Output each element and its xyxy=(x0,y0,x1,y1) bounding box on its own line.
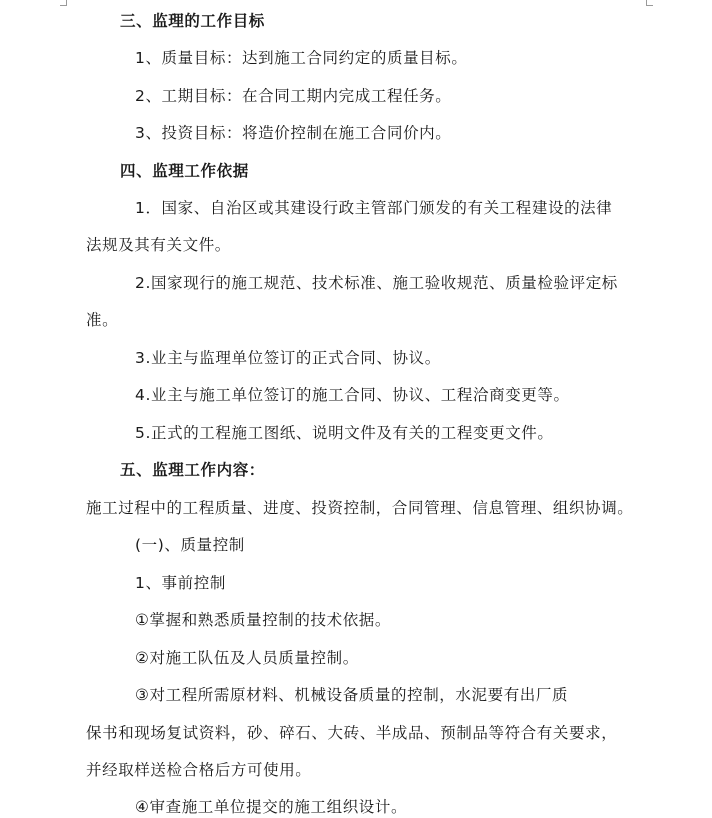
control-item-3-line-1: ③对工程所需原材料、机械设备质量的控制，水泥要有出厂质 xyxy=(135,686,569,704)
control-item-1: ①掌握和熟悉质量控制的技术依据。 xyxy=(135,611,391,629)
basis-item-4: 4.业主与施工单位签订的施工合同、协议、工程洽商变更等。 xyxy=(135,386,570,404)
basis-item-1-line-2: 法规及其有关文件。 xyxy=(86,236,231,254)
basis-item-2-line-2: 准。 xyxy=(86,311,119,329)
basis-item-2-line-1: 2.国家现行的施工规范、技术标准、施工验收规范、质量检验评定标 xyxy=(135,274,618,292)
control-item-2: ②对施工队伍及人员质量控制。 xyxy=(135,649,359,667)
goal-item-investment: 3、投资目标：将造价控制在施工合同价内。 xyxy=(135,124,452,142)
content-summary: 施工过程中的工程质量、进度、投资控制，合同管理、信息管理、组织协调。 xyxy=(86,499,634,517)
margin-corner-mark-right-h xyxy=(646,5,653,6)
control-item-3-line-3: 并经取样送检合格后方可使用。 xyxy=(86,761,312,779)
margin-corner-mark-left-h xyxy=(60,5,67,6)
basis-item-1-line-1: 1．国家、自治区或其建设行政主管部门颁发的有关工程建设的法律 xyxy=(135,199,613,217)
control-item-3-line-2: 保书和现场复试资料，砂、碎石、大砖、半成品、预制品等符合有关要求， xyxy=(86,724,618,742)
goal-item-quality: 1、质量目标：达到施工合同约定的质量目标。 xyxy=(135,49,468,67)
section-heading-4: 四、监理工作依据 xyxy=(120,162,249,180)
goal-item-schedule: 2、工期目标：在合同工期内完成工程任务。 xyxy=(135,87,452,105)
subsection-quality-control: (一)、质量控制 xyxy=(135,536,245,554)
section-heading-3: 三、监理的工作目标 xyxy=(120,12,265,30)
basis-item-5: 5.正式的工程施工图纸、说明文件及有关的工程变更文件。 xyxy=(135,424,554,442)
section-heading-5: 五、监理工作内容： xyxy=(120,461,265,479)
control-item-4: ④审查施工单位提交的施工组织设计。 xyxy=(135,798,408,816)
basis-item-3: 3.业主与监理单位签订的正式合同、协议。 xyxy=(135,349,441,367)
subsection-pre-control: 1、事前控制 xyxy=(135,574,226,592)
